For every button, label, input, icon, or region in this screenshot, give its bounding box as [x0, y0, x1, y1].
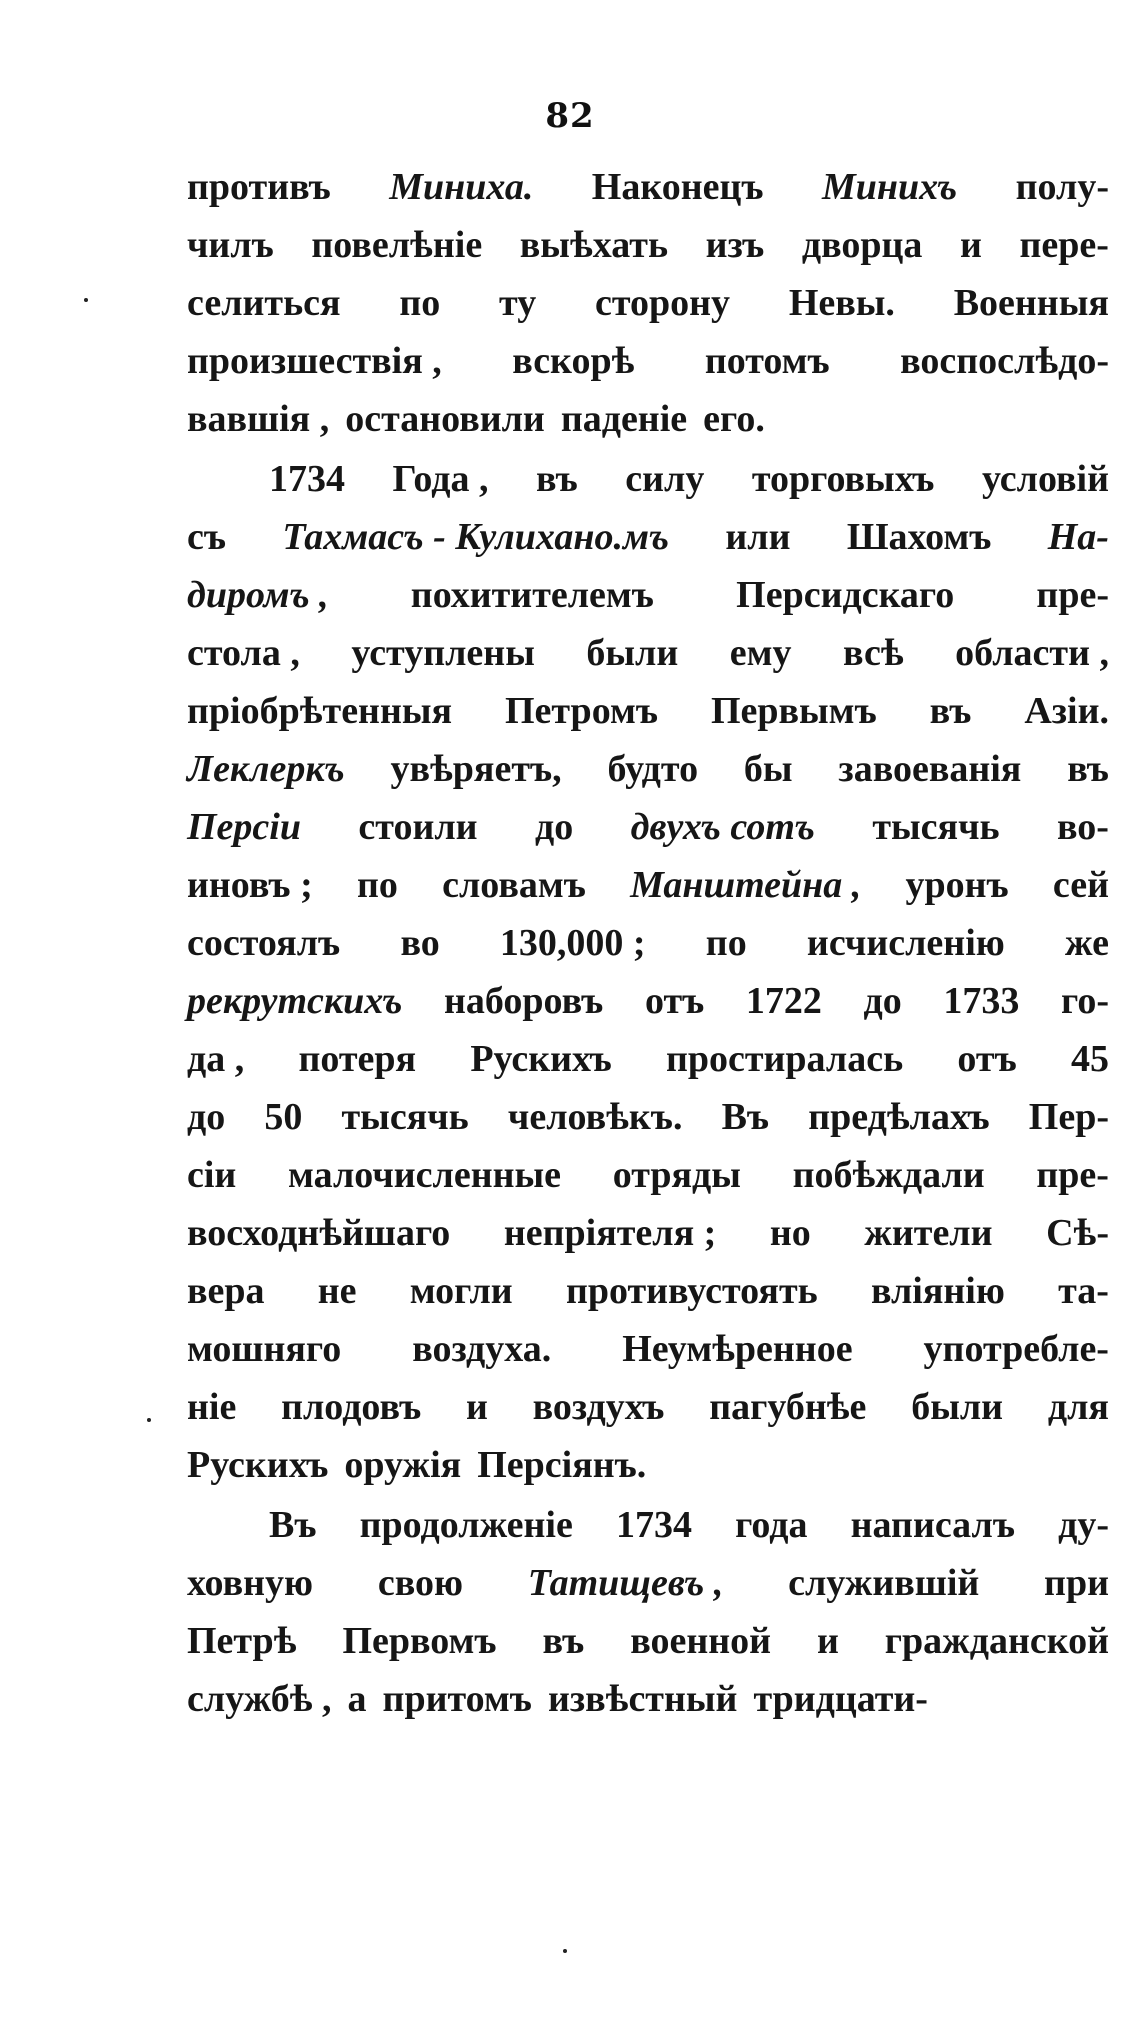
print-speck [147, 1418, 151, 1422]
word: продолженіе [359, 1504, 573, 1546]
text-line [187, 566, 1109, 624]
text-line [187, 332, 1109, 390]
word: Военныя [953, 282, 1109, 324]
word: восходнѣйшаго [187, 1212, 451, 1254]
word: пере- [1019, 224, 1109, 266]
word: жители [864, 1212, 993, 1254]
word: го- [1061, 980, 1109, 1022]
print-speck [84, 298, 88, 302]
word: а [347, 1678, 367, 1720]
word: ту [499, 282, 537, 324]
word: 1733 [943, 980, 1020, 1022]
text-line [187, 740, 1109, 798]
text-line [187, 856, 1109, 914]
word: силу [625, 458, 705, 500]
word: изъ [705, 224, 765, 266]
word: мошняго [187, 1328, 342, 1370]
word: условій [981, 458, 1109, 500]
word: Пер- [1028, 1096, 1109, 1138]
text-line [187, 1146, 1109, 1204]
word: притомъ [382, 1678, 532, 1720]
word: паденіе [560, 398, 688, 440]
word: военной [630, 1620, 771, 1662]
word: стоили [358, 806, 478, 848]
word: оружія [344, 1444, 462, 1486]
word: области , [955, 632, 1109, 674]
word: воздуха. [412, 1328, 552, 1370]
word: или [725, 516, 791, 558]
word: вавшія , [187, 398, 330, 440]
word: Персидскаго [736, 574, 955, 616]
word: Сѣ- [1046, 1212, 1109, 1254]
word: Неумѣренное [622, 1328, 853, 1370]
word: наборовъ [444, 980, 604, 1022]
word: иновъ ; [187, 864, 313, 906]
word: по [705, 922, 747, 964]
word: вскорѣ [512, 340, 635, 382]
word: сіи [187, 1154, 237, 1196]
word: съ [187, 516, 227, 558]
word: похитителемъ [410, 574, 654, 616]
word: стола , [187, 632, 300, 674]
text-line [187, 450, 1109, 508]
word: ду- [1058, 1504, 1109, 1546]
text-line [187, 1436, 1109, 1494]
word: вліянію [870, 1270, 1005, 1312]
word: отъ [644, 980, 705, 1022]
word: написалъ [850, 1504, 1015, 1546]
word: рекрутскихъ [187, 980, 403, 1022]
text-line [187, 798, 1109, 856]
word: воспослѣдо- [900, 340, 1109, 382]
word: его. [703, 398, 765, 440]
text-line [187, 1670, 1109, 1728]
print-speck [563, 1949, 567, 1953]
body-text [187, 158, 1109, 1728]
text-line [187, 1496, 1109, 1554]
word: сей [1052, 864, 1109, 906]
word: сторону [594, 282, 731, 324]
word: уронъ [905, 864, 1009, 906]
text-line [187, 274, 1109, 332]
word: Петромъ [505, 690, 659, 732]
text-line [187, 158, 1109, 216]
word: во [400, 922, 440, 964]
word: 1734 [615, 1504, 692, 1546]
word: въ [1067, 748, 1109, 790]
word: до [863, 980, 902, 1022]
word: Татищевъ , [527, 1562, 724, 1604]
word: дворца [801, 224, 923, 266]
word: при [1044, 1562, 1109, 1604]
word: отряды [612, 1154, 741, 1196]
word: двухъ сотъ [630, 806, 815, 848]
word: противустоять [565, 1270, 818, 1312]
word: Первымъ [710, 690, 877, 732]
text-line [187, 1320, 1109, 1378]
word: вера [187, 1270, 265, 1312]
word: побѣждали [792, 1154, 985, 1196]
text-line [187, 1030, 1109, 1088]
word: произшествія , [187, 340, 442, 382]
word: года [735, 1504, 808, 1546]
word: Наконецъ [591, 166, 764, 208]
word: уступлены [351, 632, 535, 674]
word: чилъ [187, 224, 274, 266]
word: 45 [1070, 1038, 1109, 1080]
word: повелѣніе [311, 224, 483, 266]
word: предѣлахъ [808, 1096, 990, 1138]
word: противъ [187, 166, 331, 208]
word: торговыхъ [751, 458, 935, 500]
word: Въ [269, 1504, 317, 1546]
word: Рускихъ [470, 1038, 612, 1080]
word: Петрѣ [187, 1620, 297, 1662]
word: диромъ , [187, 574, 329, 616]
word: Въ [721, 1096, 770, 1138]
word: были [911, 1386, 1004, 1428]
word: исчисленію [806, 922, 1005, 964]
word: по [399, 282, 441, 324]
word: тысячь [341, 1096, 469, 1138]
word: въ [542, 1620, 585, 1662]
word: по [356, 864, 398, 906]
text-line [187, 508, 1109, 566]
word: Минихъ [821, 166, 958, 208]
word: Шахомъ [846, 516, 992, 558]
word: же [1065, 922, 1109, 964]
word: полу- [1015, 166, 1109, 208]
text-line [187, 972, 1109, 1030]
text-line [187, 914, 1109, 972]
word: будто [607, 748, 699, 790]
word: были [586, 632, 679, 674]
word: Леклеркъ [187, 748, 345, 790]
word: и [960, 224, 982, 266]
word: бы [743, 748, 793, 790]
text-line [187, 1262, 1109, 1320]
paragraph [187, 158, 1109, 448]
word: ніе [187, 1386, 237, 1428]
text-line [187, 1204, 1109, 1262]
word: Персіи [187, 806, 301, 848]
word: потеря [298, 1038, 417, 1080]
word: пагубнѣе [709, 1386, 867, 1428]
word: Персіянъ. [477, 1444, 647, 1486]
word: потомъ [704, 340, 830, 382]
word: для [1047, 1386, 1109, 1428]
word: въ [929, 690, 972, 732]
text-line [187, 682, 1109, 740]
word: пре- [1036, 574, 1109, 616]
text-line [187, 1612, 1109, 1670]
word: воздухъ [532, 1386, 665, 1428]
text-line [187, 1554, 1109, 1612]
word: плодовъ [281, 1386, 422, 1428]
text-line [187, 1088, 1109, 1146]
word: человѣкъ. [507, 1096, 683, 1138]
word: малочисленные [288, 1154, 562, 1196]
word: 130,000 ; [499, 922, 646, 964]
page-number: 82 [545, 96, 595, 136]
word: во- [1057, 806, 1109, 848]
word: служившій [788, 1562, 980, 1604]
word: Первомъ [342, 1620, 497, 1662]
word: пре- [1036, 1154, 1109, 1196]
word: ему [729, 632, 792, 674]
word: Азіи. [1024, 690, 1109, 732]
text-line [187, 624, 1109, 682]
word: Года , [392, 458, 489, 500]
word: въ [536, 458, 578, 500]
word: службѣ , [187, 1678, 332, 1720]
word: 1722 [745, 980, 822, 1022]
word: На- [1047, 516, 1109, 558]
word: словамъ [442, 864, 586, 906]
word: и [465, 1386, 488, 1428]
word: тысячь [872, 806, 1000, 848]
word: увѣряетъ, [390, 748, 562, 790]
word: до [534, 806, 574, 848]
text-line [187, 390, 1109, 448]
word: та- [1058, 1270, 1109, 1312]
word: Манштейна , [630, 864, 862, 906]
word: и [816, 1620, 839, 1662]
word: гражданской [884, 1620, 1109, 1662]
word: да , [187, 1038, 245, 1080]
text-line [187, 216, 1109, 274]
word: простиралась [665, 1038, 904, 1080]
word: употребле- [923, 1328, 1109, 1370]
word: всѣ [843, 632, 904, 674]
word: до [187, 1096, 226, 1138]
word: свою [377, 1562, 463, 1604]
word: завоеванія [838, 748, 1022, 790]
word: 50 [264, 1096, 303, 1138]
word: Невы. [788, 282, 895, 324]
word: Тахмасъ - Кулихано.мъ [282, 516, 670, 558]
word: остановили [345, 398, 545, 440]
word: отъ [957, 1038, 1017, 1080]
word: селиться [187, 282, 341, 324]
paragraph [187, 450, 1109, 1494]
word: не [317, 1270, 357, 1312]
word: могли [409, 1270, 513, 1312]
word: тридцати- [753, 1678, 928, 1720]
word: выѣхать [519, 224, 669, 266]
word: ховную [187, 1562, 314, 1604]
word: но [769, 1212, 811, 1254]
word: пріобрѣтенныя [187, 690, 453, 732]
word: извѣстный [547, 1678, 738, 1720]
word: 1734 [269, 458, 345, 500]
word: непріятеля ; [503, 1212, 717, 1254]
paragraph [187, 1496, 1109, 1728]
word: Рускихъ [187, 1444, 329, 1486]
text-line [187, 1378, 1109, 1436]
word: Миниха. [389, 166, 534, 208]
word: состоялъ [187, 922, 341, 964]
